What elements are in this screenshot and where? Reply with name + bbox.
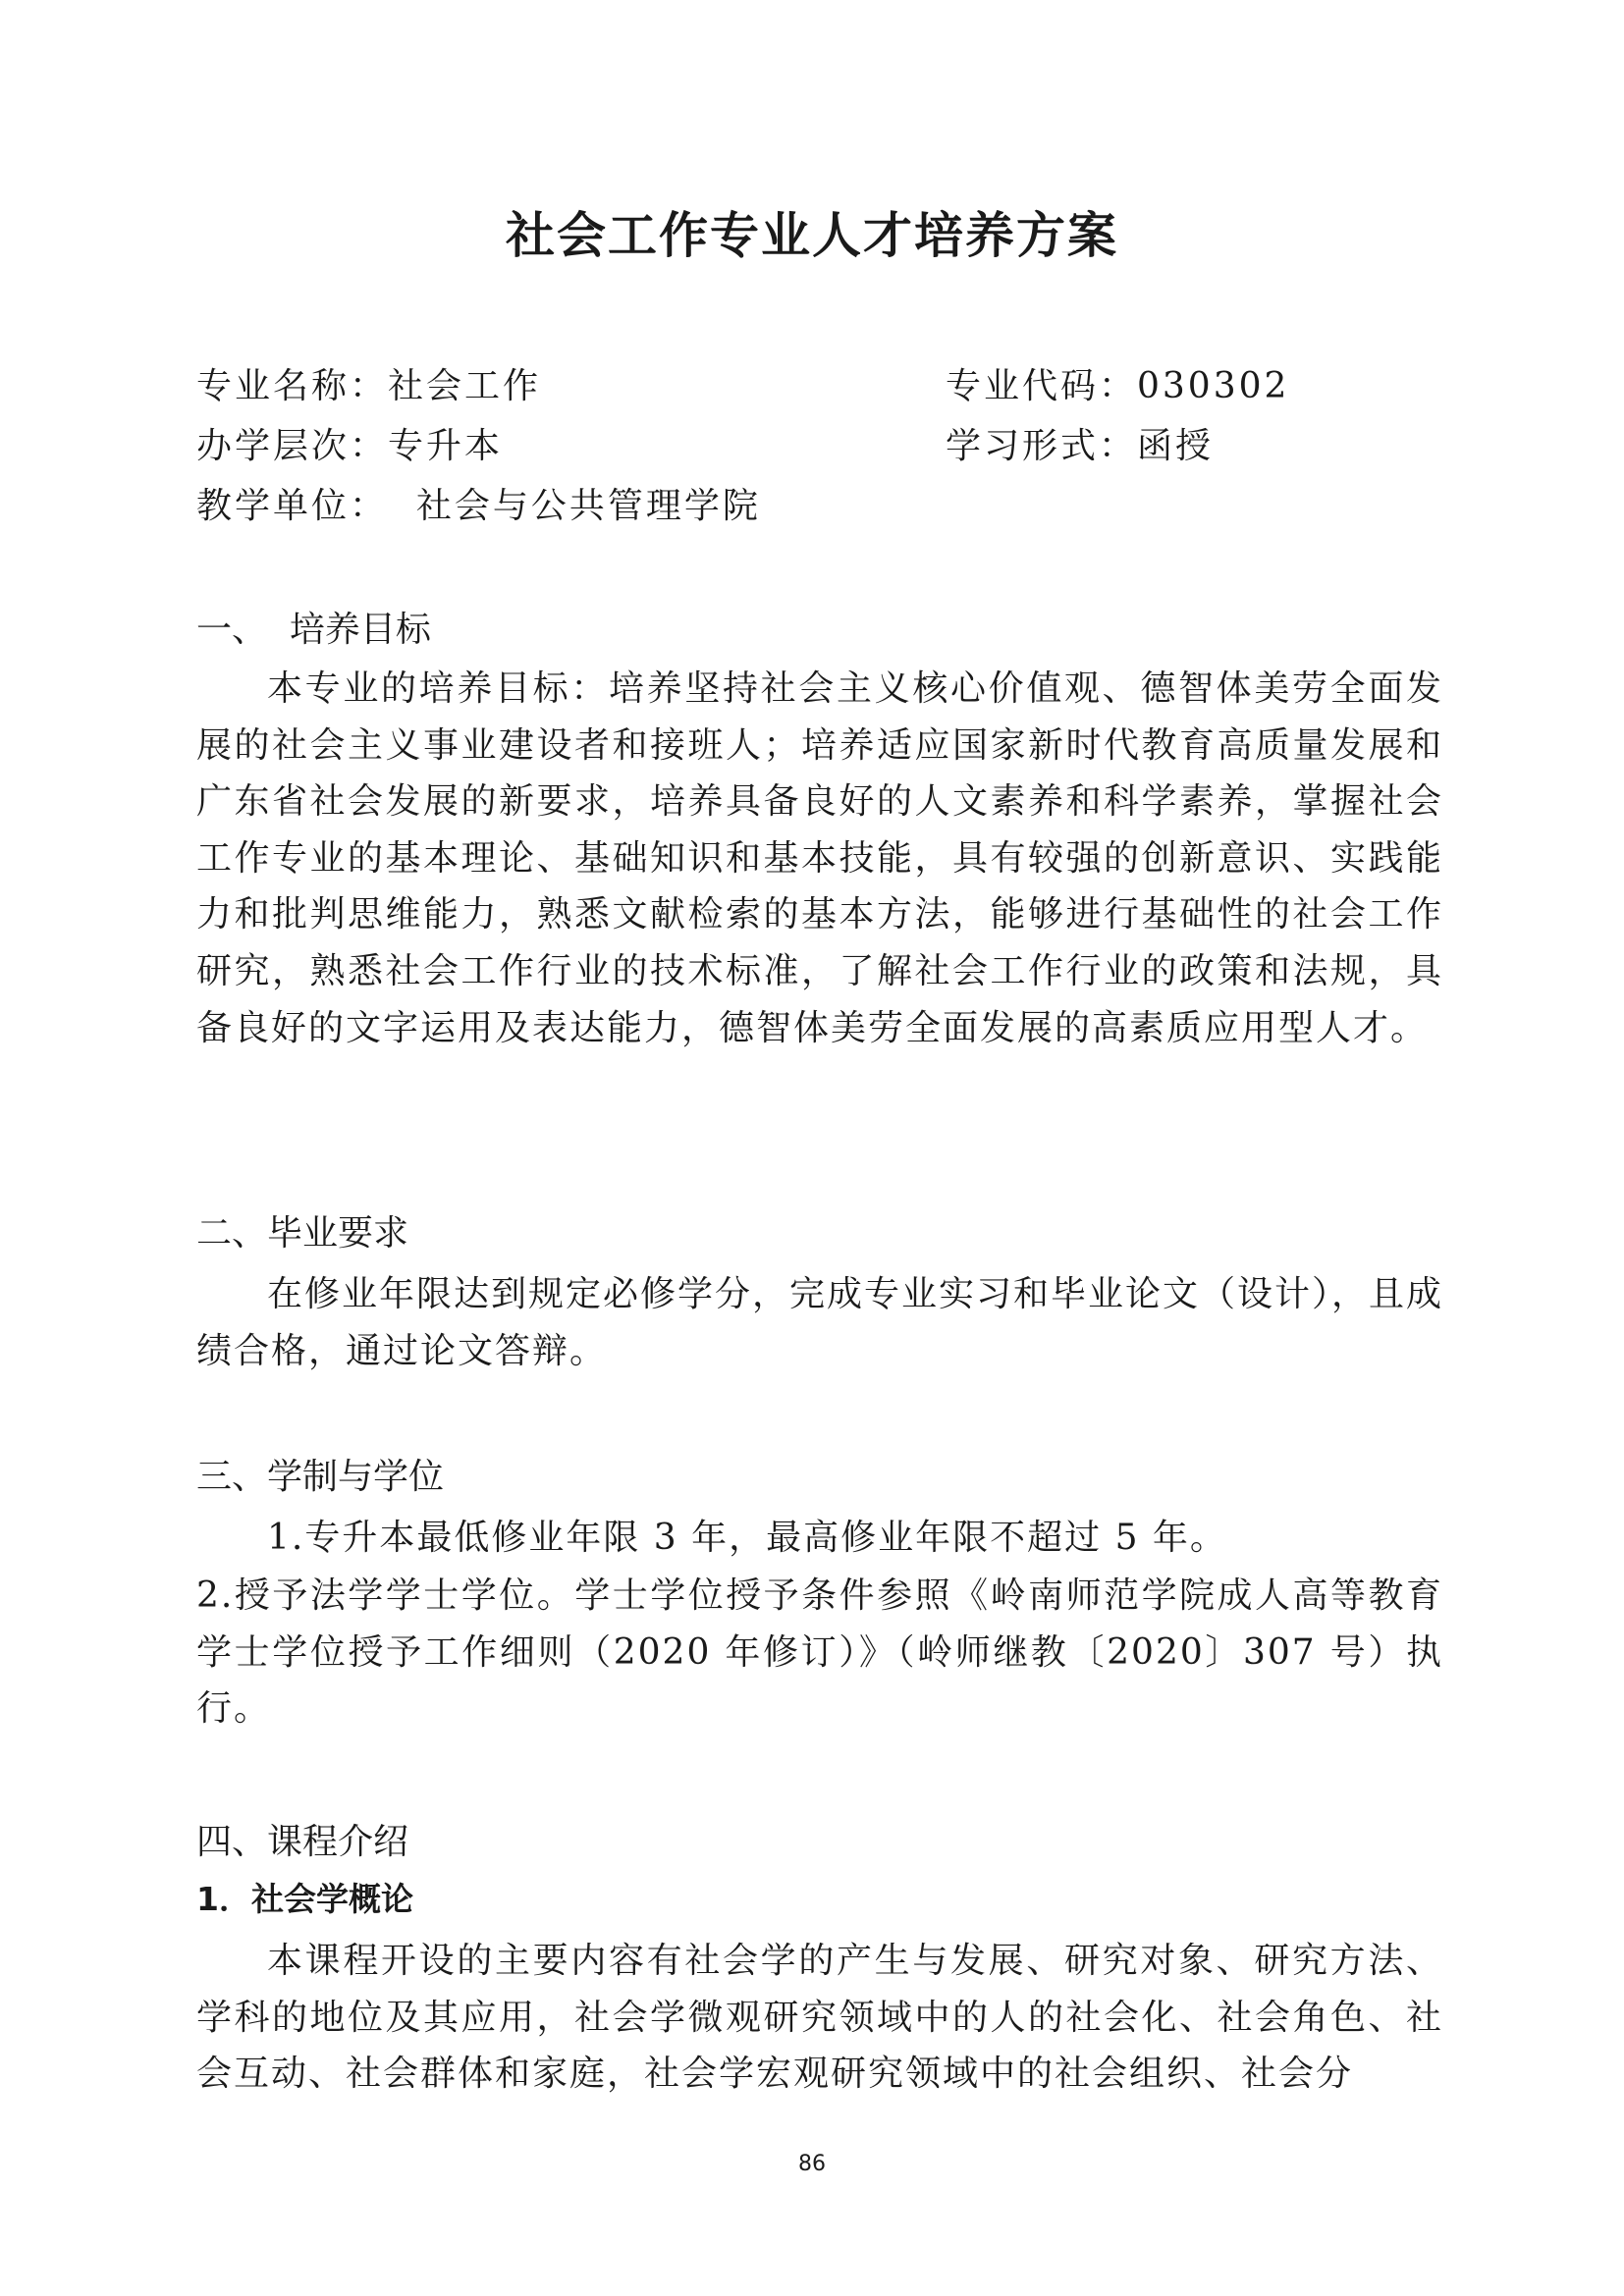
section-heading-system: 三、学制与学位 xyxy=(196,1457,445,1497)
section-heading-graduation: 二、毕业要求 xyxy=(196,1213,409,1254)
meta-study-form: 学习形式：函授 xyxy=(946,426,1215,466)
section-body-graduation: 在修业年限达到规定必修学分，完成专业实习和毕业论文（设计），且成绩合格，通过论文答辩。 xyxy=(196,1274,1444,1371)
page-number: 86 xyxy=(798,2152,826,2176)
meta-level: 办学层次：专升本 xyxy=(196,426,504,466)
section-body-goals: 本专业的培养目标：培养坚持社会主义核心价值观、德智体美劳全面发展的社会主义事业建设者和接班人；培养适应国家新时代教育高质量发展和广东省社会发展的新要求，培养具备良好的人文素养和科学素养，掌握社会工作专业的基本理论、基础知识和基本技能，具有较强的创新意识、实践能力和批判思维能力，熟悉文献检索的基本方法，能够进行基础性的社会工作研究，熟悉社会工作行业的技术标准，了解社会工作行业的政策和法规，具备良好的文字运用及表达能力，德智体美劳全面发展的高素质应用型人才。 xyxy=(196,668,1443,1048)
meta-major-name: 专业名称：社会工作 xyxy=(196,366,542,406)
meta-unit: 教学单位： 社会与公共管理学院 xyxy=(196,486,761,526)
course-body-sociology: 本课程开设的主要内容有社会学的产生与发展、研究对象、研究方法、学科的地位及其应用，社会学微观研究领域中的人的社会化、社会角色、社会互动、社会群体和家庭，社会学宏观研究领域中的社会组织、社会分 xyxy=(196,1941,1443,2095)
section-heading-goals: 一、 培养目标 xyxy=(196,610,431,650)
course-heading-sociology: 1．社会学概论 xyxy=(196,1880,413,1918)
system-item-2: 2.授予法学学士学位。学士学位授予条件参照《岭南师范学院成人高等教育学士学位授予工作细则（2020 年修订）》（岭师继教〔2020〕307 号）执行。 xyxy=(196,1575,1443,1730)
meta-major-code: 专业代码：030302 xyxy=(946,366,1290,406)
section-heading-courses: 四、课程介绍 xyxy=(196,1822,409,1862)
document-title: 社会工作专业人才培养方案 xyxy=(506,207,1118,264)
system-item-1: 1.专升本最低修业年限 3 年，最高修业年限不超过 5 年。 xyxy=(267,1518,1227,1558)
